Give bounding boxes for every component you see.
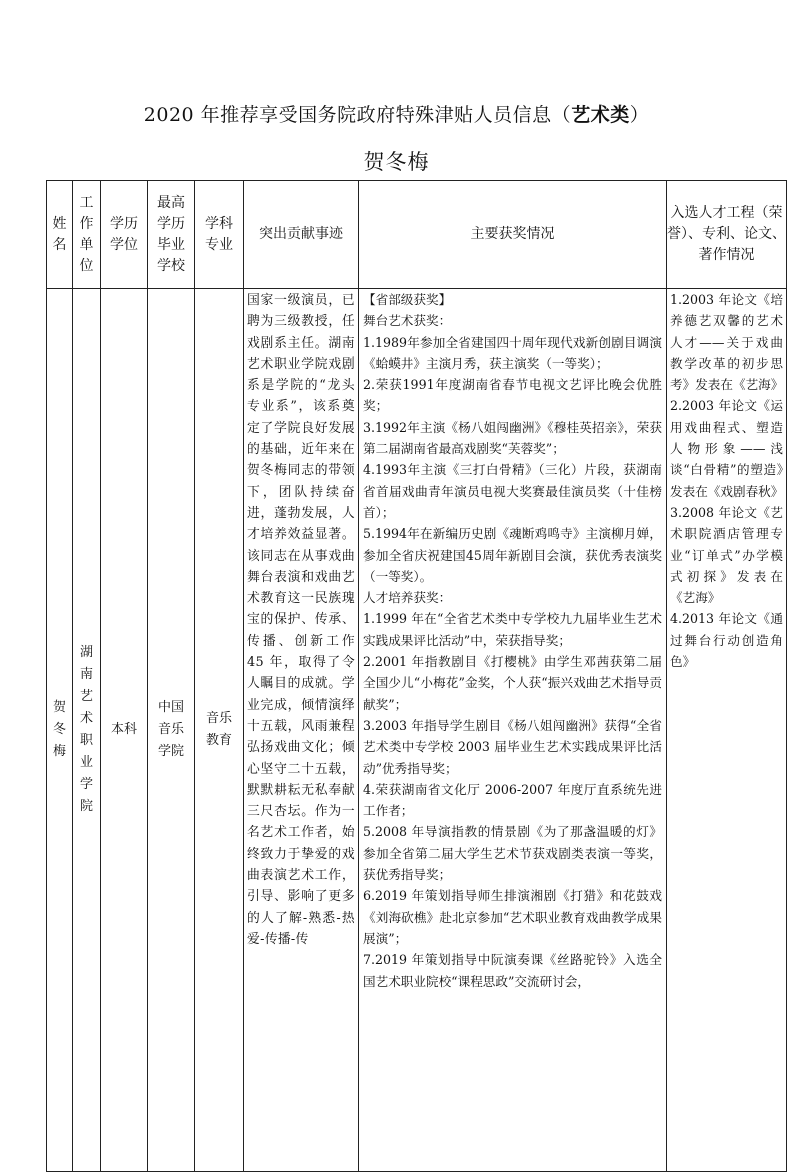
award-line: 5.1994年在新编历史剧《魂断鸡鸣寺》主演柳月婵，参加全省庆祝建国45周年新剧目会演，获优秀表演奖（一等奖）。 bbox=[363, 526, 662, 584]
header-contribution: 突出贡献事迹 bbox=[244, 181, 359, 289]
header-name: 姓名 bbox=[47, 181, 73, 289]
awards-list bbox=[359, 289, 666, 1169]
cell-unit bbox=[73, 289, 101, 1172]
title-suffix: ） bbox=[629, 104, 650, 126]
award-line: 2.2001 年指教剧目《打樱桃》由学生邓茜获第二届全国少儿“小梅花”金奖，个人获“振兴戏曲艺术指导贡献奖”； bbox=[363, 654, 662, 712]
info-table bbox=[46, 180, 787, 1172]
cell-talent bbox=[667, 289, 787, 1172]
award-line: 舞台艺术获奖： bbox=[363, 313, 452, 329]
header-major: 学科专业 bbox=[195, 181, 244, 289]
award-line: 2.荣获1991年度湖南省春节电视文艺评比晚会优胜奖； bbox=[363, 377, 662, 414]
award-line: 7.2019 年策划指导中阮演奏课《丝路驼铃》入选全国艺术职业院校“课程思政”交流研讨会， bbox=[363, 952, 662, 989]
header-row bbox=[47, 181, 787, 289]
cell-name bbox=[47, 289, 73, 1172]
cell-school bbox=[148, 289, 195, 1172]
talent-line: 4.2013 年论文《通过舞台行动创造角色》 bbox=[670, 611, 783, 670]
award-line: 5.2008 年导演指教的情景剧《为了那盏温暖的灯》参加全省第二届大学生艺术节获戏剧类表演一等奖，获优秀指导奖； bbox=[363, 824, 662, 883]
cell-major bbox=[195, 289, 244, 1172]
award-line: 3.1992年主演《杨八姐闯幽洲》《穆桂英招亲》，荣获第二届湖南省最高戏剧奖“芙蓉奖”； bbox=[363, 419, 662, 457]
contribution-text: 国家一级演员，已聘为三级教授，任戏剧系主任。湖南艺术职业学院戏剧系是学院的“龙头专业系”，该系奠定了学院良好发展的基础，近年来在贺冬梅同志的带领下，团队持续奋进，蓬勃发展，人才培养效益显著。该同志在从事戏曲舞台表演和戏曲艺术教育这一民族瑰宝的保护、传承、传播、创新工作 45 年，取得了令人瞩目的成就。学业完成，倾情演绎十五载，风雨兼程弘扬戏曲文化；倾心坚守二十五载，默默耕耘无私奉献三尺杏坛。作为一名艺术工作者，始终致力于挚爱的戏曲表演艺术工作，引导、影响了更多的人了解-熟悉-热爱-传播-传 bbox=[247, 293, 355, 947]
title-category: 艺术类 bbox=[571, 104, 630, 126]
header-school: 最高学历毕业学校 bbox=[148, 181, 195, 289]
header-talent: 入选人才工程（荣誉）、专利、论文、著作情况 bbox=[667, 181, 787, 289]
talent-line: 3.2008 年论文《艺术职院酒店管理专业“订单式”办学模式初探》发表在《艺海》 bbox=[670, 504, 783, 606]
award-line: 3.2003 年指导学生剧目《杨八姐闯幽洲》获得“全省艺术类中专学校 2003 届毕业生艺术实践成果评比活动”优秀指导奖； bbox=[363, 717, 662, 776]
cell-name-text: 贺冬梅 bbox=[53, 700, 67, 759]
award-line: 6.2019 年策划指导师生排演湘剧《打猎》和花鼓戏《刘海砍樵》赴北京参加“艺术职业教育戏曲教学成果展演”； bbox=[363, 888, 662, 946]
award-line: 1.1989年参加全省建国四十周年现代戏新创剧目调演《蛤蟆井》主演月秀，获主演奖（一等奖）； bbox=[363, 334, 662, 371]
award-line: 【省部级获奖】 bbox=[363, 292, 452, 307]
cell-contribution bbox=[244, 289, 359, 1172]
header-degree: 学历学位 bbox=[101, 181, 148, 289]
cell-degree: 本科 bbox=[101, 289, 148, 1172]
cell-school-text: 中国音乐学院 bbox=[157, 700, 184, 759]
table-row bbox=[47, 289, 787, 1172]
cell-unit-text: 湖南艺术职业学院 bbox=[80, 645, 94, 814]
award-line: 4.1993年主演《三打白骨精》（三化）片段，获湖南省首届戏曲青年演员电视大奖赛最佳演员奖（十佳榜首）； bbox=[363, 462, 662, 520]
award-line: 1.1999 年在“全省艺术类中专学校九九届毕业生艺术实践成果评比活动”中，荣获指导奖； bbox=[363, 611, 662, 648]
talent-list bbox=[667, 289, 786, 1169]
award-line: 人才培养获奖： bbox=[363, 590, 452, 606]
talent-line: 1.2003 年论文《培养德艺双馨的艺术人才——关于戏曲教学改革的初步思考》发表在《艺海》 bbox=[670, 292, 784, 393]
cell-awards bbox=[359, 289, 667, 1172]
header-awards: 主要获奖情况 bbox=[359, 181, 667, 289]
talent-line: 2.2003 年论文《运用戏曲程式、塑造人物形象——浅谈“白骨精”的塑造》发表在《戏剧春秋》 bbox=[670, 398, 784, 499]
title-prefix: 2020 年推荐享受国务院政府特殊津贴人员信息（ bbox=[143, 104, 572, 126]
document-title bbox=[0, 100, 793, 127]
person-name-heading: 贺冬梅 bbox=[363, 150, 430, 174]
cell-major-text: 音乐教育 bbox=[205, 711, 232, 748]
award-line: 4.荣获湖南省文化厅 2006-2007 年度厅直系统先进工作者； bbox=[363, 781, 662, 819]
header-unit: 工作单位 bbox=[73, 181, 101, 289]
